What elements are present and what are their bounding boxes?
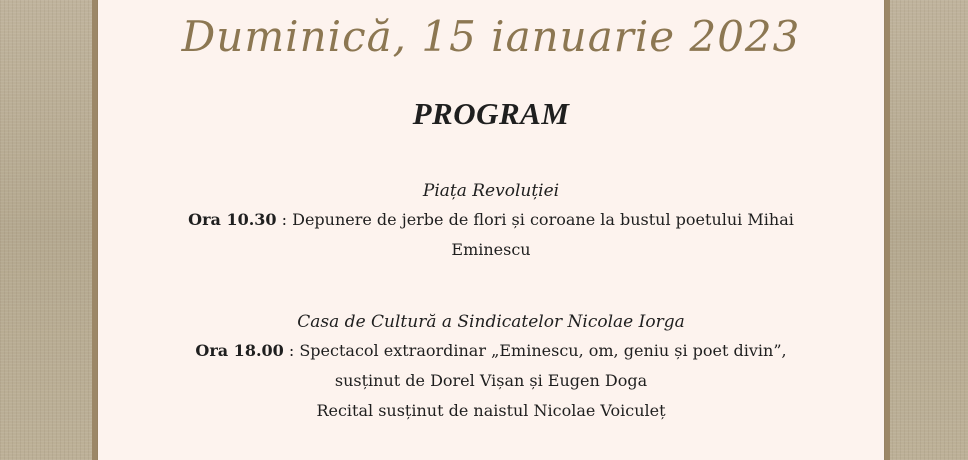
event-block-2 [98, 308, 884, 426]
time-separator: : [276, 210, 293, 229]
event-description: Depunere de jerbe de flori și coroane la bustul poetului Mihai [292, 210, 794, 229]
event-block-1 [98, 177, 884, 265]
event-description-line [98, 205, 884, 235]
program-title: PROGRAM [412, 96, 570, 131]
event-description-line: Recital susținut de naistul Nicolae Voiculeț [316, 401, 666, 420]
event-description-line: Eminescu [451, 240, 531, 259]
event-time: Ora 18.00 [195, 341, 284, 360]
time-separator: : [283, 341, 300, 360]
event-description-line: susținut de Dorel Vișan și Eugen Doga [334, 371, 648, 390]
event-venue: Piața Revoluției [422, 181, 560, 201]
event-description: Spectacol extraordinar „Eminescu, om, geniu și poet divin”, [299, 341, 787, 360]
event-date-heading: Duminică, 15 ianuarie 2023 [181, 12, 801, 61]
event-description-line [98, 336, 884, 366]
event-venue: Casa de Cultură a Sindicatelor Nicolae Iorga [297, 312, 685, 332]
program-card [98, 0, 884, 460]
event-time: Ora 10.30 [188, 210, 277, 229]
